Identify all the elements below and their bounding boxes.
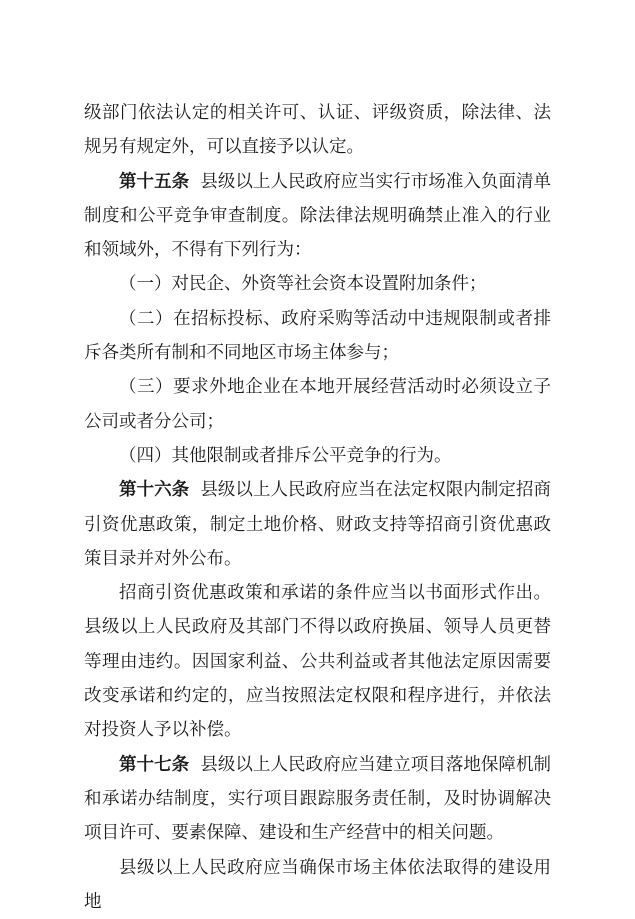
paragraph-text: 县级以上人民政府应当确保市场主体依法取得的建设用地 [84, 857, 551, 912]
paragraph-text: 县级以上人民政府应当在法定权限内制定招商引资优惠政策，制定土地价格、财政支持等招商引资优惠政策目录并对外公布。 [84, 480, 551, 569]
article-15-paragraph [84, 165, 551, 268]
article-number: 第十五条 [119, 171, 190, 192]
list-item-1 [84, 267, 551, 301]
paragraph-text [189, 480, 200, 500]
paragraph-text: （二）在招标投标、政府采购等活动中违规限制或者排斥各类所有制和不同地区市场主体参与； [84, 308, 551, 364]
paragraph-text: 级部门依法认定的相关许可、认证、评级资质，除法律、法规另有规定外，可以直接予以认定。 [84, 103, 551, 158]
list-item-2 [84, 302, 551, 371]
paragraph-text [189, 172, 200, 192]
paragraph-text: （四）其他限制或者排斥公平竞争的行为。 [119, 445, 452, 466]
paragraph-text: 县级以上人民政府应当建立项目落地保障机制和承诺办结制度，实行项目跟踪服务责任制，及时协调解决项目许可、要素保障、建设和生产经营中的相关问题。 [84, 754, 551, 844]
paragraph-text: 县级以上人民政府应当实行市场准入负面清单制度和公平竞争审查制度。除法律法规明确禁止准入的行业和领域外，不得有下列行为： [84, 171, 551, 261]
article-16-second-paragraph [84, 576, 551, 747]
article-number: 第十六条 [119, 480, 190, 501]
article-number: 第十七条 [119, 754, 190, 775]
list-item-4 [84, 439, 551, 473]
paragraph-text: （三）要求外地企业在本地开展经营活动时必须设立子公司或者分公司； [84, 377, 551, 432]
document-body [84, 96, 551, 919]
article-17-paragraph [84, 748, 551, 851]
paragraph-text [189, 755, 200, 775]
paragraph-text: 招商引资优惠政策和承诺的条件应当以书面形式作出。县级以上人民政府及其部门不得以政府换届、领导人员更替等理由违约。因国家利益、公共利益或者其他法定原因需要改变承诺和约定的，应当按照法定权限和程序进行，并依法对投资人予以补偿。 [84, 583, 551, 741]
paragraph-text: （一）对民企、外资等社会资本设置附加条件； [119, 274, 487, 295]
paragraph-continuation [84, 96, 551, 165]
article-17-second-paragraph [84, 851, 551, 919]
list-item-3 [84, 370, 551, 439]
article-16-paragraph [84, 473, 551, 576]
